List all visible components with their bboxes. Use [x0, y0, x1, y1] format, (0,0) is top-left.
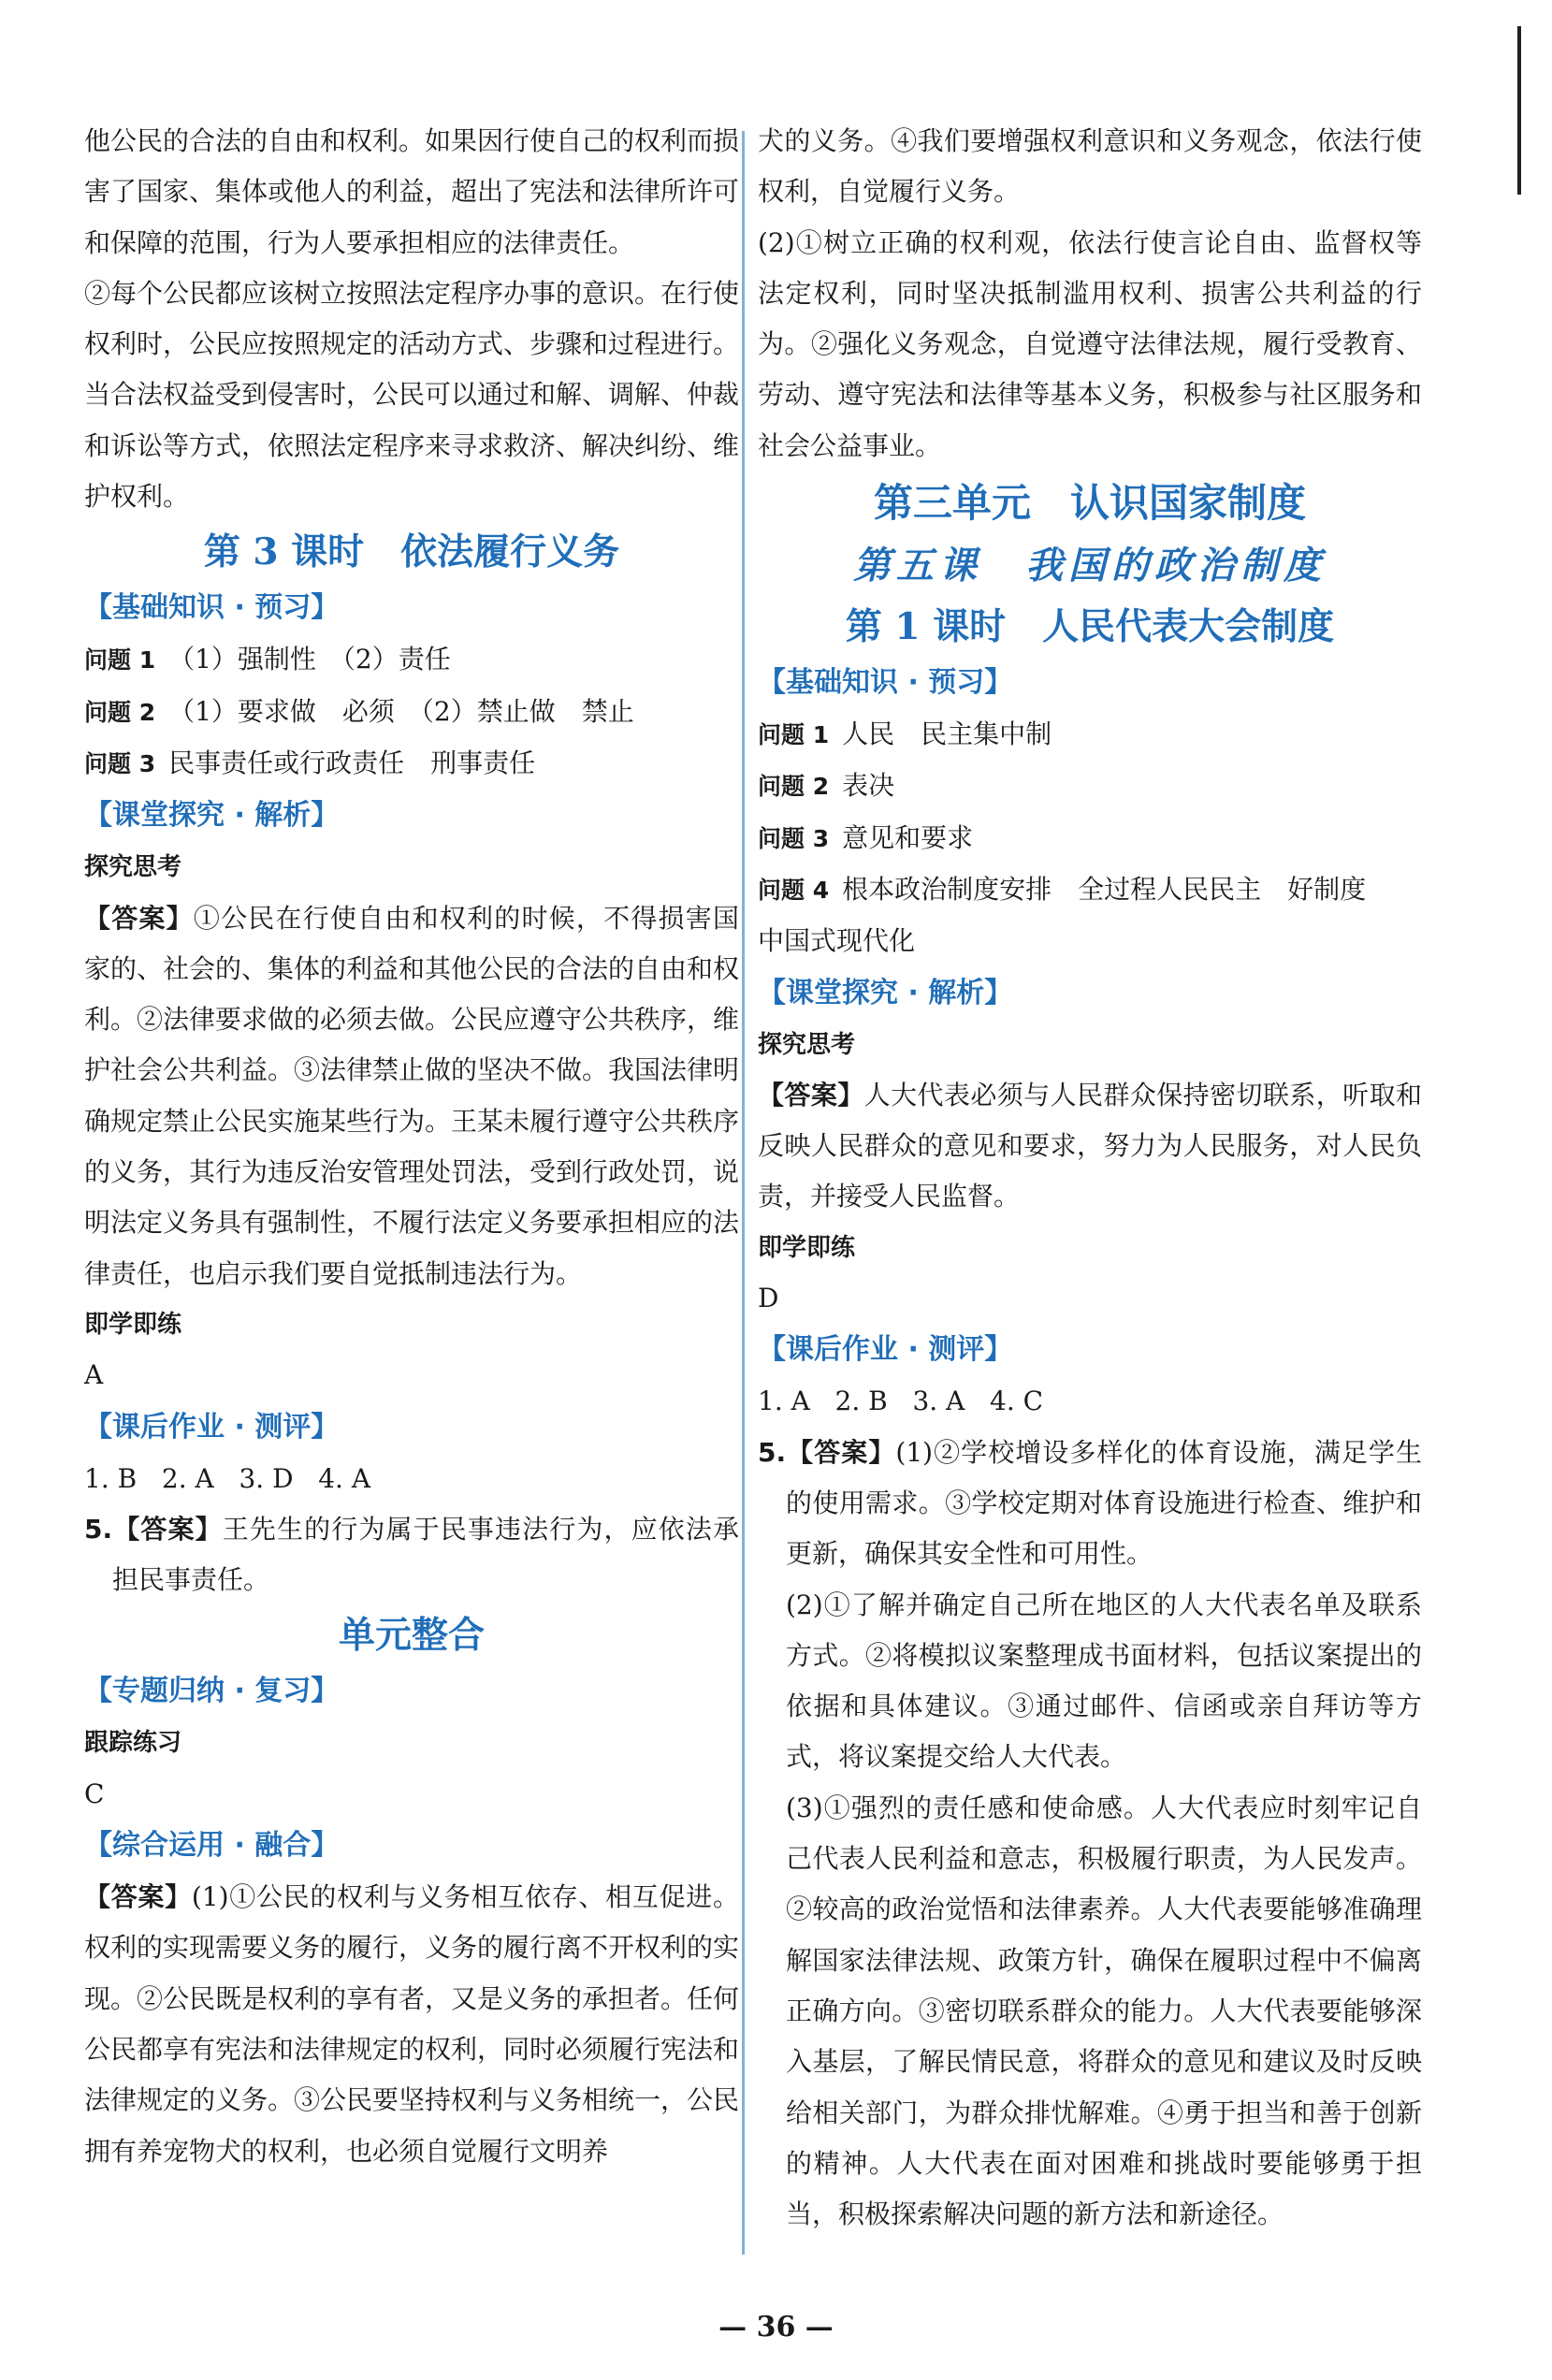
question-label: 问题 2 [758, 773, 830, 801]
right-column [758, 116, 1422, 2240]
comprehensive-answer-text: (1)①公民的权利与义务相互依存、相互促进。权利的实现需要义务的履行，义务的履行离不开权利的实现。②公民既是权利的享有者，又是义务的承担者。任何公民都享有宪法和法律规定的权利，同时必须履行宪法和法律规定的义务。③公民要坚持权利与义务相统一，公民拥有养宠物犬的权利，也必须自觉履行文明养 [84, 1881, 740, 2167]
track-label: 跟踪练习 [84, 1729, 182, 1758]
question-answer: （1）要求做 必须 （2）禁止做 禁止 [168, 695, 634, 727]
question-1 [84, 634, 739, 686]
left-continuation-1: 他公民的合法的自由和权利。如果因行使自己的权利而损害了国家、集体或他人的利益，超出了宪法和法律所许可和保障的范围，行为人要承担相应的法律责任。 [84, 125, 740, 258]
question-answer: 人民 民主集中制 [842, 718, 1052, 750]
question-4-continuation: 中国式现代化 [758, 925, 916, 957]
question-5-part-3: (3)①强烈的责任感和使命感。人大代表应时刻牢记自己代表人民利益和意志，积极履行职责，为人民发声。②较高的政治觉悟和法律素养。人大代表要能够准确理解国家法律法规、政策方针，确保在履职过程中不偏离正确方向。③密切联系群众的能力。人大代表要能够深入基层，了解民情民意，将群众的意见和建议及时反映给相关部门，为群众排忧解难。④勇于担当和善于创新的精神。人大代表在面对困难和挑战时要能够勇于担当，积极探索解决问题的新方法和新途径。 [786, 1792, 1422, 2230]
section-basic-knowledge: 【基础知识 · 预习】 [758, 666, 1013, 700]
choice-answer: 1. A [758, 1386, 810, 1417]
lesson-title-1: 第 1 课时 人民代表大会制度 [845, 605, 1335, 649]
question-3 [84, 738, 739, 790]
explore-label: 探究思考 [758, 1030, 856, 1059]
question-label: 问题 1 [84, 646, 156, 675]
section-homework: 【课后作业 · 测评】 [758, 1333, 1013, 1367]
question-number: 5. [84, 1513, 113, 1545]
page-edge-line [1517, 26, 1521, 195]
explore-answer-text: ①公民在行使自由和权利的时候，不得损害国家的、社会的、集体的利益和其他公民的合法的自由和权利。②法律要求做的必须去做。公民应遵守公共秩序，维护社会公共利益。③法律禁止做的坚决不做。我国法律明确规定禁止公民实施某些行为。王某未履行遵守公共秩序的义务，其行为违反治安管理处罚法，受到行政处罚，说明法定义务具有强制性，不履行法定义务要承担相应的法律责任，也启示我们要自觉抵制违法行为。 [84, 902, 740, 1289]
question-5-part-1 [758, 1428, 1422, 1580]
question-5-part-1-text: (1)②学校增设多样化的体育设施，满足学生的使用需求。③学校定期对体育设施进行检查、维护和更新，确保其安全性和可用性。 [786, 1436, 1422, 1570]
answer-mark: 【答案】 [84, 1881, 192, 1913]
question-5-text: 王先生的行为属于民事违法行为，应依法承担民事责任。 [112, 1513, 739, 1596]
question-answer: 根本政治制度安排 全过程人民民主 好制度 [842, 873, 1367, 905]
question-5-answer [84, 1504, 739, 1606]
practice-label: 即学即练 [84, 1310, 182, 1339]
explore-label: 探究思考 [84, 853, 182, 882]
question-2 [84, 687, 739, 738]
choice-answer: 3. A [912, 1386, 965, 1417]
answer-mark: 【答案】 [786, 1436, 896, 1468]
column-divider [742, 131, 745, 2255]
question-label: 问题 4 [758, 876, 830, 904]
explore-answer-text: 人大代表必须与人民群众保持密切联系，听取和反映人民群众的意见和要求，努力为人民服务，对人民负责，并接受人民监督。 [758, 1079, 1422, 1212]
choice-answer: 4. C [990, 1386, 1044, 1417]
choice-answers [84, 1454, 739, 1504]
question-5-part-2: (2)①了解并确定自己所在地区的人大代表名单及联系方式。②将模拟议案整理成书面材料，包括议案提出的依据和具体建议。③通过邮件、信函或亲自拜访等方式，将议案提交给人大代表。 [786, 1589, 1422, 1773]
choice-answers [758, 1376, 1422, 1427]
left-column [84, 116, 739, 2177]
question-3 [758, 813, 1422, 864]
explore-answer [84, 893, 739, 1299]
comprehensive-answer [84, 1872, 739, 2177]
answer-mark: 【答案】 [84, 902, 194, 934]
course-title: 第五课 我国的政治制度 [853, 544, 1327, 588]
section-class-explore: 【课堂探究 · 解析】 [758, 976, 1013, 1009]
practice-answer: D [758, 1283, 779, 1314]
practice-label: 即学即练 [758, 1233, 856, 1262]
answer-mark: 【答案】 [112, 1513, 223, 1545]
choice-answer: 2. A [161, 1462, 214, 1494]
practice-answer: A [84, 1359, 104, 1391]
page-number: — 36 — [718, 2311, 834, 2344]
question-4 [758, 864, 1422, 916]
choice-answer: 2. B [834, 1386, 888, 1417]
unit-title: 第三单元 认识国家制度 [873, 480, 1306, 527]
question-answer: 表决 [842, 770, 895, 802]
choice-answer: 1. B [84, 1462, 138, 1494]
question-label: 问题 1 [758, 721, 830, 749]
left-continuation-2: ②每个公民都应该树立按照法定程序办事的意识。在行使权利时，公民应按照规定的活动方式、步骤和过程进行。当合法权益受到侵害时，公民可以通过和解、调解、仲裁和诉讼等方式，依照法定程序来寻求救济、解决纠纷、维护权利。 [84, 277, 740, 513]
section-homework: 【课后作业 · 测评】 [84, 1410, 340, 1444]
answer-mark: 【答案】 [758, 1079, 864, 1110]
track-answer: C [84, 1778, 105, 1809]
question-answer: 民事责任或行政责任 刑事责任 [168, 747, 536, 778]
question-answer: （1）强制性 （2）责任 [168, 644, 451, 675]
right-part-2: (2)①树立正确的权利观，依法行使言论自由、监督权等法定权利，同时坚决抵制滥用权利、损害公共利益的行为。②强化义务观念，自觉遵守法律法规，履行受教育、劳动、遵守宪法和法律等基本义务，积极参与社区服务和社会公益事业。 [758, 226, 1422, 461]
question-answer: 意见和要求 [842, 821, 974, 853]
explore-answer [758, 1070, 1422, 1223]
section-topic-review: 【专题归纳 · 复习】 [84, 1675, 340, 1708]
question-label: 问题 3 [84, 749, 156, 777]
question-label: 问题 2 [84, 698, 156, 726]
section-basic-knowledge: 【基础知识 · 预习】 [84, 591, 340, 625]
choice-answer: 3. D [239, 1462, 294, 1494]
question-2 [758, 761, 1422, 812]
lesson-title-3: 第 3 课时 依法履行义务 [203, 530, 620, 574]
question-1 [758, 709, 1422, 761]
section-class-explore: 【课堂探究 · 解析】 [84, 799, 340, 833]
section-comprehensive: 【综合运用 · 融合】 [84, 1829, 340, 1863]
unit-summary-title: 单元整合 [338, 1614, 485, 1658]
right-continuation: 犬的义务。④我们要增强权利意识和义务观念，依法行使权利，自觉履行义务。 [758, 125, 1422, 208]
question-label: 问题 3 [758, 824, 830, 852]
choice-answer: 4. A [318, 1462, 371, 1494]
question-number: 5. [758, 1436, 787, 1468]
